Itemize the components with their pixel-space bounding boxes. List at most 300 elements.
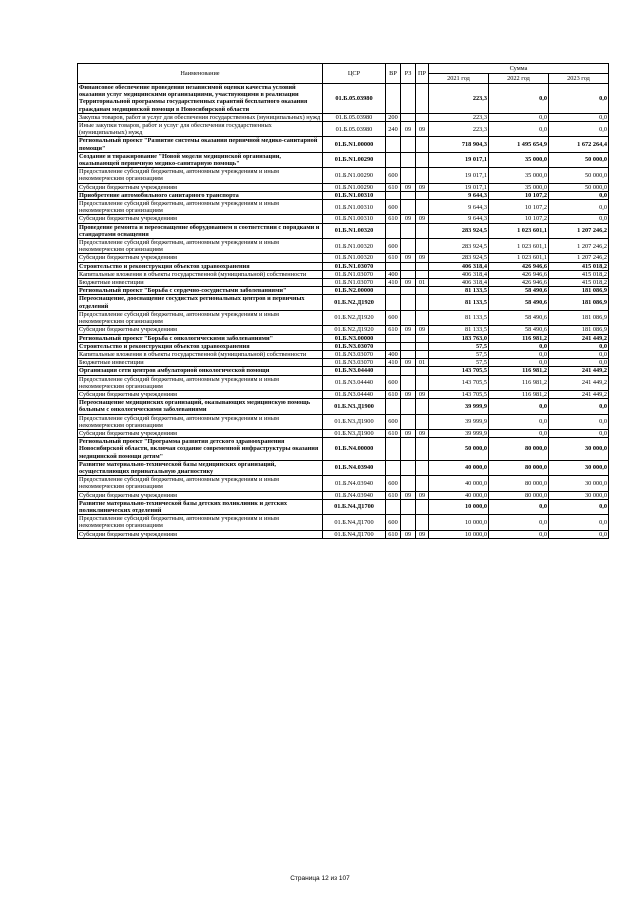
table-row <box>78 254 609 262</box>
table-cell-vr: 610 <box>386 215 401 223</box>
table-cell-vr <box>386 460 401 475</box>
col-header-rz: РЗ <box>401 64 416 84</box>
table-row <box>78 429 609 437</box>
table-cell-2022: 10 107,2 <box>489 200 549 215</box>
table-cell-pr <box>416 476 429 491</box>
table-cell-name: Бюджетные инвестиции <box>78 359 323 367</box>
table-cell-name: Субсидии бюджетным учреждениям <box>78 491 323 499</box>
table-row <box>78 499 609 514</box>
table-cell-2022: 35 000,0 <box>489 152 549 167</box>
table-cell-2023: 181 086,9 <box>549 287 609 295</box>
table-cell-2023: 0,0 <box>549 122 609 137</box>
table-cell-2022: 80 000,0 <box>489 460 549 475</box>
table-cell-csr: 01.Б.N3.Д1900 <box>323 429 386 437</box>
table-body <box>78 84 609 539</box>
table-cell-2022: 10 107,2 <box>489 191 549 199</box>
table-cell-csr: 01.Б.N1.00320 <box>323 254 386 262</box>
table-cell-csr: 01.Б.N3.04440 <box>323 375 386 390</box>
table-cell-name: Строительство и реконструкция объектов здравоохранения <box>78 262 323 270</box>
table-cell-name: Региональный проект "Борьба с онкологическими заболеваниями" <box>78 334 323 342</box>
table-cell-csr: 01.Б.N3.Д1900 <box>323 399 386 414</box>
table-header <box>78 64 609 84</box>
table-cell-pr <box>416 375 429 390</box>
table-cell-2021: 39 999,9 <box>429 399 489 414</box>
table-cell-vr: 410 <box>386 359 401 367</box>
budget-table <box>77 63 609 539</box>
table-cell-2021: 406 318,4 <box>429 279 489 287</box>
table-cell-name: Региональный проект "Борьба с сердечно-сосудистыми заболеваниями" <box>78 287 323 295</box>
col-header-name: Наименование <box>78 64 323 84</box>
table-cell-2022: 0,0 <box>489 350 549 358</box>
table-cell-2023: 241 449,2 <box>549 334 609 342</box>
table-cell-2021: 9 644,3 <box>429 191 489 199</box>
table-cell-2021: 39 999,9 <box>429 414 489 429</box>
table-cell-pr <box>416 515 429 530</box>
table-cell-2021: 81 133,5 <box>429 287 489 295</box>
table-cell-pr: 09 <box>416 390 429 398</box>
table-cell-csr: 01.Б.N3.04440 <box>323 367 386 375</box>
table-cell-2023: 30 000,0 <box>549 460 609 475</box>
table-cell-name: Капитальные вложения в объекты государственной (муниципальной) собственности <box>78 350 323 358</box>
table-cell-vr: 610 <box>386 254 401 262</box>
table-cell-2023: 181 086,9 <box>549 310 609 325</box>
table-cell-2023: 415 018,2 <box>549 262 609 270</box>
table-cell-2023: 241 449,2 <box>549 375 609 390</box>
table-cell-name: Предоставление субсидий бюджетным, автономным учреждениям и иным некоммерческим организациям <box>78 515 323 530</box>
table-cell-csr: 01.Б.N1.00310 <box>323 200 386 215</box>
table-cell-rz <box>401 270 416 278</box>
table-row <box>78 530 609 538</box>
table-cell-2023: 1 207 246,2 <box>549 254 609 262</box>
table-cell-rz: 09 <box>401 429 416 437</box>
table-cell-2021: 57,5 <box>429 359 489 367</box>
table-cell-2022: 1 023 601,1 <box>489 254 549 262</box>
table-cell-name: Приобретение автомобильного санитарного транспорта <box>78 191 323 199</box>
table-cell-2021: 9 644,3 <box>429 215 489 223</box>
table-cell-pr <box>416 350 429 358</box>
table-cell-2021: 57,5 <box>429 350 489 358</box>
table-cell-rz <box>401 113 416 121</box>
table-cell-vr: 610 <box>386 183 401 191</box>
table-cell-2023: 1 672 264,4 <box>549 137 609 152</box>
table-cell-name: Развитие материально-технической базы медицинских организаций, осуществляющих перинатальную диагностику <box>78 460 323 475</box>
table-cell-pr <box>416 239 429 254</box>
table-cell-2022: 426 946,6 <box>489 270 549 278</box>
table-cell-pr <box>416 438 429 461</box>
table-cell-csr: 01.Б.N3.03070 <box>323 342 386 350</box>
table-cell-vr: 600 <box>386 375 401 390</box>
table-cell-pr <box>416 168 429 183</box>
table-cell-pr: 09 <box>416 215 429 223</box>
table-cell-name: Переоснащение медицинских организаций, оказывающих медицинскую помощь больным с онкологическими заболеваниями <box>78 399 323 414</box>
table-cell-vr <box>386 287 401 295</box>
table-cell-2021: 50 000,0 <box>429 438 489 461</box>
table-cell-2023: 0,0 <box>549 414 609 429</box>
table-row <box>78 137 609 152</box>
table-cell-vr: 610 <box>386 390 401 398</box>
table-cell-rz: 09 <box>401 359 416 367</box>
table-cell-rz <box>401 239 416 254</box>
table-row <box>78 200 609 215</box>
table-cell-rz <box>401 399 416 414</box>
table-cell-rz <box>401 168 416 183</box>
table-cell-vr: 600 <box>386 200 401 215</box>
table-cell-rz <box>401 295 416 310</box>
table-cell-2023: 241 449,2 <box>549 390 609 398</box>
table-cell-vr: 600 <box>386 414 401 429</box>
table-cell-pr: 01 <box>416 279 429 287</box>
table-cell-vr <box>386 334 401 342</box>
table-cell-pr: 09 <box>416 530 429 538</box>
col-header-sum: Сумма <box>429 64 609 74</box>
table-cell-csr: 01.Б.N1.00310 <box>323 191 386 199</box>
table-row <box>78 491 609 499</box>
table-cell-rz <box>401 515 416 530</box>
table-cell-csr: 01.Б.05.03980 <box>323 84 386 114</box>
table-cell-vr: 600 <box>386 239 401 254</box>
table-cell-2023: 0,0 <box>549 215 609 223</box>
table-row <box>78 367 609 375</box>
table-cell-2022: 0,0 <box>489 342 549 350</box>
table-cell-2021: 406 318,4 <box>429 270 489 278</box>
table-cell-pr: 09 <box>416 491 429 499</box>
table-cell-2022: 0,0 <box>489 515 549 530</box>
table-cell-vr <box>386 262 401 270</box>
table-cell-2021: 39 999,9 <box>429 429 489 437</box>
col-header-2022: 2022 год <box>489 74 549 84</box>
table-cell-vr <box>386 223 401 238</box>
table-cell-csr: 01.Б.N1.00290 <box>323 168 386 183</box>
table-cell-name: Организация сети центров амбулаторной онкологической помощи <box>78 367 323 375</box>
table-cell-2022: 426 946,6 <box>489 262 549 270</box>
table-row <box>78 399 609 414</box>
table-cell-2023: 50 000,0 <box>549 152 609 167</box>
table-row <box>78 262 609 270</box>
table-cell-rz: 09 <box>401 326 416 334</box>
table-row <box>78 223 609 238</box>
table-cell-vr <box>386 191 401 199</box>
table-cell-2021: 40 000,0 <box>429 460 489 475</box>
table-cell-2021: 40 000,0 <box>429 476 489 491</box>
table-cell-name: Предоставление субсидий бюджетным, автономным учреждениям и иным некоммерческим организациям <box>78 310 323 325</box>
table-cell-2021: 718 904,3 <box>429 137 489 152</box>
table-row <box>78 183 609 191</box>
table-cell-csr: 01.Б.N1.03070 <box>323 270 386 278</box>
table-cell-2023: 1 207 246,2 <box>549 239 609 254</box>
table-cell-2022: 10 107,2 <box>489 215 549 223</box>
table-cell-2021: 406 318,4 <box>429 262 489 270</box>
table-cell-vr: 600 <box>386 310 401 325</box>
table-cell-csr: 01.Б.N4.Д1700 <box>323 515 386 530</box>
table-cell-2023: 30 000,0 <box>549 491 609 499</box>
table-cell-2021: 10 000,0 <box>429 515 489 530</box>
table-cell-csr: 01.Б.N4.Д1700 <box>323 499 386 514</box>
table-cell-csr: 01.Б.05.03980 <box>323 122 386 137</box>
table-cell-rz <box>401 350 416 358</box>
table-row <box>78 414 609 429</box>
table-cell-rz: 09 <box>401 183 416 191</box>
table-cell-2023: 241 449,2 <box>549 367 609 375</box>
table-cell-rz <box>401 310 416 325</box>
table-cell-2022: 35 000,0 <box>489 168 549 183</box>
table-row <box>78 122 609 137</box>
table-cell-2022: 0,0 <box>489 530 549 538</box>
table-cell-2022: 116 981,2 <box>489 375 549 390</box>
table-cell-csr: 01.Б.N2.Д1920 <box>323 326 386 334</box>
table-cell-vr: 610 <box>386 530 401 538</box>
table-cell-pr <box>416 287 429 295</box>
table-row <box>78 191 609 199</box>
table-cell-2021: 223,3 <box>429 113 489 121</box>
table-cell-vr <box>386 342 401 350</box>
table-cell-2023: 0,0 <box>549 191 609 199</box>
table-cell-vr: 610 <box>386 491 401 499</box>
table-cell-2021: 19 017,1 <box>429 168 489 183</box>
table-cell-vr: 200 <box>386 113 401 121</box>
table-cell-csr: 01.Б.N2.Д1920 <box>323 295 386 310</box>
table-cell-vr: 410 <box>386 279 401 287</box>
table-cell-2022: 116 981,2 <box>489 390 549 398</box>
table-row <box>78 390 609 398</box>
table-row <box>78 84 609 114</box>
table-row <box>78 342 609 350</box>
table-cell-2023: 0,0 <box>549 499 609 514</box>
table-cell-name: Закупка товаров, работ и услуг для обеспечения государственных (муниципальных) нужд <box>78 113 323 121</box>
table-cell-pr <box>416 310 429 325</box>
table-cell-2022: 0,0 <box>489 359 549 367</box>
table-cell-pr: 09 <box>416 183 429 191</box>
table-cell-2023: 415 018,2 <box>549 270 609 278</box>
table-cell-2021: 283 924,5 <box>429 254 489 262</box>
table-cell-csr: 01.Б.N1.00320 <box>323 239 386 254</box>
table-cell-vr <box>386 295 401 310</box>
table-row <box>78 113 609 121</box>
table-cell-2021: 223,3 <box>429 84 489 114</box>
table-cell-2021: 9 644,3 <box>429 200 489 215</box>
table-cell-2023: 0,0 <box>549 342 609 350</box>
table-cell-rz <box>401 499 416 514</box>
table-cell-2023: 0,0 <box>549 113 609 121</box>
col-header-csr: ЦСР <box>323 64 386 84</box>
table-cell-rz <box>401 84 416 114</box>
table-cell-2022: 58 490,6 <box>489 326 549 334</box>
table-cell-2021: 81 133,5 <box>429 326 489 334</box>
table-row <box>78 239 609 254</box>
table-cell-csr: 01.Б.N3.04440 <box>323 390 386 398</box>
col-header-vr: ВР <box>386 64 401 84</box>
table-cell-name: Капитальные вложения в объекты государственной (муниципальной) собственности <box>78 270 323 278</box>
table-row <box>78 515 609 530</box>
table-cell-pr <box>416 200 429 215</box>
table-cell-csr: 01.Б.N1.03070 <box>323 262 386 270</box>
table-cell-pr <box>416 499 429 514</box>
table-cell-csr: 01.Б.N3.03070 <box>323 359 386 367</box>
table-row <box>78 326 609 334</box>
col-header-2021: 2021 год <box>429 74 489 84</box>
table-cell-2023: 30 000,0 <box>549 476 609 491</box>
table-cell-2023: 0,0 <box>549 84 609 114</box>
table-cell-2021: 57,5 <box>429 342 489 350</box>
table-cell-2023: 181 086,9 <box>549 326 609 334</box>
table-cell-2022: 35 000,0 <box>489 183 549 191</box>
table-cell-csr: 01.Б.N1.00290 <box>323 183 386 191</box>
table-cell-pr: 01 <box>416 359 429 367</box>
table-cell-vr: 600 <box>386 476 401 491</box>
table-cell-rz: 09 <box>401 491 416 499</box>
table-cell-2021: 143 705,5 <box>429 375 489 390</box>
table-cell-rz <box>401 476 416 491</box>
table-cell-2022: 80 000,0 <box>489 476 549 491</box>
table-cell-name: Региональный проект "Развитие системы оказания первичной медико-санитарной помощи" <box>78 137 323 152</box>
table-cell-pr: 09 <box>416 429 429 437</box>
table-cell-vr <box>386 499 401 514</box>
table-cell-2021: 143 705,5 <box>429 390 489 398</box>
table-cell-name: Субсидии бюджетным учреждениям <box>78 254 323 262</box>
table-cell-2023: 50 000,0 <box>549 183 609 191</box>
table-cell-csr: 01.Б.N1.00290 <box>323 152 386 167</box>
table-cell-2021: 143 705,5 <box>429 367 489 375</box>
table-cell-name: Субсидии бюджетным учреждениям <box>78 530 323 538</box>
table-row <box>78 375 609 390</box>
table-cell-vr <box>386 137 401 152</box>
table-cell-2022: 0,0 <box>489 429 549 437</box>
table-row <box>78 287 609 295</box>
table-cell-2022: 0,0 <box>489 414 549 429</box>
table-cell-name: Предоставление субсидий бюджетным, автономным учреждениям и иным некоммерческим организациям <box>78 239 323 254</box>
table-cell-pr <box>416 460 429 475</box>
table-row <box>78 168 609 183</box>
table-cell-pr <box>416 342 429 350</box>
table-cell-2023: 181 086,9 <box>549 295 609 310</box>
table-cell-rz <box>401 152 416 167</box>
table-cell-2021: 283 924,5 <box>429 223 489 238</box>
col-header-pr: ПР <box>416 64 429 84</box>
table-cell-rz <box>401 287 416 295</box>
table-cell-pr: 09 <box>416 326 429 334</box>
table-row <box>78 460 609 475</box>
table-cell-vr: 400 <box>386 270 401 278</box>
table-cell-2022: 1 023 601,1 <box>489 239 549 254</box>
table-row <box>78 295 609 310</box>
table-cell-name: Субсидии бюджетным учреждениям <box>78 326 323 334</box>
table-cell-vr <box>386 84 401 114</box>
table-cell-name: Субсидии бюджетным учреждениям <box>78 390 323 398</box>
table-cell-vr: 600 <box>386 515 401 530</box>
table-cell-2021: 10 000,0 <box>429 499 489 514</box>
table-cell-2022: 0,0 <box>489 122 549 137</box>
table-cell-vr: 610 <box>386 326 401 334</box>
table-cell-rz <box>401 262 416 270</box>
table-cell-pr <box>416 295 429 310</box>
table-cell-2023: 30 000,0 <box>549 438 609 461</box>
table-cell-pr: 09 <box>416 254 429 262</box>
table-cell-name: Финансовое обеспечение проведения независимой оценки качества условий оказания услуг медицинскими организациями, участвующими в реализации Территориальной программы государственных гарантий бесплатного оказания гражданам медицинской помощи в Новосибирской области <box>78 84 323 114</box>
table-cell-csr: 01.Б.05.03980 <box>323 113 386 121</box>
table-row <box>78 279 609 287</box>
table-cell-name: Предоставление субсидий бюджетным, автономным учреждениям и иным некоммерческим организациям <box>78 168 323 183</box>
table-cell-pr <box>416 113 429 121</box>
table-cell-csr: 01.Б.N3.Д1900 <box>323 414 386 429</box>
table-cell-2021: 183 763,0 <box>429 334 489 342</box>
table-cell-2022: 58 490,6 <box>489 287 549 295</box>
table-cell-name: Создание и тиражирование "Новой модели медицинской организации, оказывающей первичную медико-санитарную помощь" <box>78 152 323 167</box>
table-cell-2021: 81 133,5 <box>429 295 489 310</box>
table-cell-2023: 50 000,0 <box>549 168 609 183</box>
table-cell-2022: 80 000,0 <box>489 491 549 499</box>
table-row <box>78 350 609 358</box>
table-cell-name: Развитие материально-технической базы детских поликлиник и детских поликлинических отделений <box>78 499 323 514</box>
table-row <box>78 215 609 223</box>
table-cell-vr <box>386 152 401 167</box>
table-cell-name: Иные закупки товаров, работ и услуг для обеспечения государственных (муниципальных) нужд <box>78 122 323 137</box>
table-cell-2022: 58 490,6 <box>489 310 549 325</box>
table-cell-name: Предоставление субсидий бюджетным, автономным учреждениям и иным некоммерческим организациям <box>78 414 323 429</box>
table-cell-csr: 01.Б.N1.03070 <box>323 279 386 287</box>
table-cell-2022: 116 981,2 <box>489 334 549 342</box>
table-cell-name: Предоставление субсидий бюджетным, автономным учреждениям и иным некоммерческим организациям <box>78 375 323 390</box>
table-cell-rz <box>401 367 416 375</box>
table-cell-vr: 400 <box>386 350 401 358</box>
table-cell-name: Строительство и реконструкция объектов здравоохранения <box>78 342 323 350</box>
table-cell-name: Субсидии бюджетным учреждениям <box>78 183 323 191</box>
table-cell-csr: 01.Б.N4.03940 <box>323 476 386 491</box>
table-cell-2023: 0,0 <box>549 429 609 437</box>
table-cell-rz <box>401 223 416 238</box>
table-cell-2023: 0,0 <box>549 359 609 367</box>
table-cell-vr <box>386 399 401 414</box>
table-cell-2022: 0,0 <box>489 499 549 514</box>
table-cell-2022: 1 495 654,9 <box>489 137 549 152</box>
table-cell-csr: 01.Б.N4.00000 <box>323 438 386 461</box>
table-cell-pr <box>416 137 429 152</box>
table-cell-name: Субсидии бюджетным учреждениям <box>78 429 323 437</box>
table-cell-rz <box>401 137 416 152</box>
table-cell-rz <box>401 191 416 199</box>
table-cell-2022: 0,0 <box>489 399 549 414</box>
table-cell-2022: 1 023 601,1 <box>489 223 549 238</box>
table-cell-2022: 80 000,0 <box>489 438 549 461</box>
table-cell-2021: 223,3 <box>429 122 489 137</box>
table-cell-2023: 0,0 <box>549 350 609 358</box>
table-cell-name: Субсидии бюджетным учреждениям <box>78 215 323 223</box>
table-cell-rz: 09 <box>401 122 416 137</box>
table-cell-name: Региональный проект "Программа развития детского здравоохранения Новосибирской области, включая создание современной инфраструктуры оказания медицинской помощи детям" <box>78 438 323 461</box>
table-cell-rz <box>401 375 416 390</box>
table-cell-2023: 0,0 <box>549 399 609 414</box>
page-number: Страница 12 из 107 <box>290 875 350 882</box>
table-cell-2022: 0,0 <box>489 84 549 114</box>
table-cell-2022: 116 981,2 <box>489 367 549 375</box>
table-row <box>78 438 609 461</box>
table-cell-2021: 19 017,1 <box>429 152 489 167</box>
table-cell-pr <box>416 262 429 270</box>
table-row <box>78 270 609 278</box>
table-cell-2021: 10 000,0 <box>429 530 489 538</box>
table-cell-name: Предоставление субсидий бюджетным, автономным учреждениям и иным некоммерческим организациям <box>78 476 323 491</box>
table-cell-csr: 01.Б.N2.00000 <box>323 287 386 295</box>
table-cell-name: Бюджетные инвестиции <box>78 279 323 287</box>
table-cell-csr: 01.Б.N1.00320 <box>323 223 386 238</box>
table-row <box>78 310 609 325</box>
table-cell-rz: 09 <box>401 215 416 223</box>
table-cell-2023: 0,0 <box>549 515 609 530</box>
table-cell-csr: 01.Б.N4.03940 <box>323 491 386 499</box>
table-cell-2023: 0,0 <box>549 530 609 538</box>
table-cell-pr <box>416 223 429 238</box>
table-cell-2022: 58 490,6 <box>489 295 549 310</box>
table-cell-csr: 01.Б.N3.03070 <box>323 350 386 358</box>
table-cell-csr: 01.Б.N1.00310 <box>323 215 386 223</box>
